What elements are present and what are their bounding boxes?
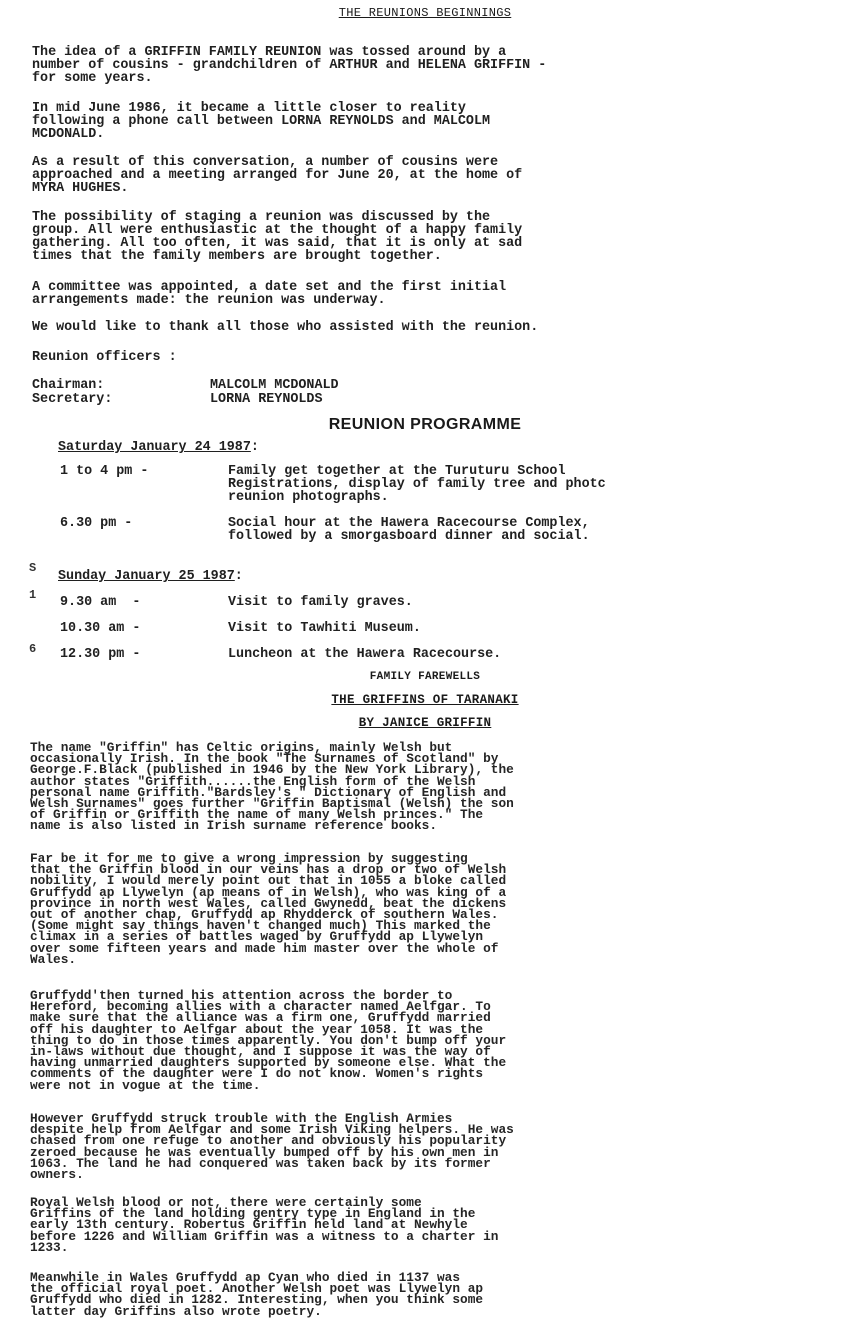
edge-mark: 6 xyxy=(29,642,37,656)
event-time: 1 to 4 pm - xyxy=(60,464,149,479)
article-byline: BY JANICE GRIFFIN xyxy=(358,716,492,730)
edge-mark: 1 xyxy=(29,588,37,602)
article-paragraph: Meanwhile in Wales Gruffydd ap Cyan who died in 1137 was the official royal poet. Another Welsh poet was Llywelyn ap Gruffydd who died in 1282. Interesting, when you think some latter day Griffins also wrote poetry. xyxy=(30,1270,484,1319)
officer-name: LORNA REYNOLDS xyxy=(210,392,323,407)
event-description: Social hour at the Hawera Racecourse Complex, followed by a smorgasboard dinner and social. xyxy=(228,516,590,544)
intro-paragraph: In mid June 1986, it became a little closer to reality following a phone call between LORNA REYNOLDS and MALCOLM MCDONALD. xyxy=(32,101,491,142)
intro-paragraph: The idea of a GRIFFIN FAMILY REUNION was tossed around by a number of cousins - grandchildren of ARTHUR and HELENA GRIFFIN - for some years. xyxy=(32,45,547,86)
document-title: THE REUNIONS BEGINNINGS xyxy=(338,6,512,20)
article-paragraph: Gruffydd'then turned his attention across the border to Hereford, becoming allies with a character named Aelfgar. To make sure that the alliance was a firm one, Gruffydd married off his daughter to Aelfgar about the year 1058. It was the thing to do in those times apparently. You don't bump off your in-laws without due thought, and I suppose it was the way of having unmarried daughters supported by someone else. What the comments of the daughter were I do not know. Women's rights were not in vogue at the time. xyxy=(30,988,507,1093)
article-paragraph: The name "Griffin" has Celtic origins, mainly Welsh but occasionally Irish. In the book "The Surnames of Scotland" by George.F.Black (published in 1946 by the New York Library), the author states "Griffith......the English form of the Welsh personal name Griffith."Bardsley's " Dictionary of English and Welsh Surnames" goes further "Griffin Baptismal (Welsh) the son of Griffin or Griffith the name of many Welsh princes." The name is also listed in Irish surname reference books. xyxy=(30,740,514,834)
officer-name: MALCOLM MCDONALD xyxy=(210,378,339,393)
sunday-heading: Sunday January 25 1987: xyxy=(58,569,243,584)
officer-row-chairman xyxy=(32,378,339,393)
programme-heading: REUNION PROGRAMME xyxy=(328,416,522,433)
officer-role: Chairman: xyxy=(32,378,105,393)
intro-paragraph: A committee was appointed, a date set and the first initial arrangements made: the reunion was underway. xyxy=(32,280,507,308)
officers-label: Reunion officers : xyxy=(32,350,177,365)
event-description: Visit to family graves. xyxy=(228,595,413,610)
officer-row-secretary xyxy=(32,392,323,407)
event-time: 10.30 am - xyxy=(60,621,141,636)
event-time: 9.30 am - xyxy=(60,595,141,610)
edge-mark: S xyxy=(29,561,37,575)
event-description: Luncheon at the Hawera Racecourse. xyxy=(228,647,502,662)
article-paragraph: However Gruffydd struck trouble with the English Armies despite help from Aelfgar and some Irish Viking helpers. He was chased from one refuge to another and obviously his popularity zeroed because he was eventually bumped off by his own men in 1063. The land he had conquered was taken back by its former owners. xyxy=(30,1111,514,1183)
officer-role: Secretary: xyxy=(32,392,113,407)
article-paragraph: Royal Welsh blood or not, there were certainly some Griffins of the land holding gentry type in England in the early 13th century. Robertus Griffin held land at Newhyle before 1226 and William Griffin was a witness to a charter in 1233. xyxy=(30,1195,499,1255)
event-description: Visit to Tawhiti Museum. xyxy=(228,621,421,636)
saturday-heading: Saturday January 24 1987: xyxy=(58,440,259,455)
event-description: Family get together at the Turuturu School Registrations, display of family tree and photc reunion photographs. xyxy=(228,464,606,505)
thanks-paragraph: We would like to thank all those who assisted with the reunion. xyxy=(32,320,539,335)
event-time: 12.30 pm - xyxy=(60,647,141,662)
intro-paragraph: The possibility of staging a reunion was discussed by the group. All were enthusiastic at the thought of a happy family gathering. All too often, it was said, that it is only at sad times that the family members are brought together. xyxy=(32,210,523,264)
article-title: THE GRIFFINS OF TARANAKI xyxy=(331,693,519,707)
intro-paragraph: As a result of this conversation, a number of cousins were approached and a meeting arranged for June 20, at the home of MYRA HUGHES. xyxy=(32,155,523,196)
article-paragraph: Far be it for me to give a wrong impression by suggesting that the Griffin blood in our veins has a drop or two of Welsh nobility, I would merely point out that in 1055 a bloke called Gruffydd ap Llywelyn (ap means of in Welsh), who was king of a province in north west Wales, called Gwynedd, beat the dickens out of another chap, Gruffydd ap Rhydderck of southern Wales. (Some might say things haven't changed much) This marked the climax in a series of battles waged by Gruffydd ap Llywelyn over some fifteen years and made him master over the whole of Wales. xyxy=(30,851,507,967)
family-farewells: FAMILY FAREWELLS xyxy=(369,671,481,683)
event-time: 6.30 pm - xyxy=(60,516,133,531)
